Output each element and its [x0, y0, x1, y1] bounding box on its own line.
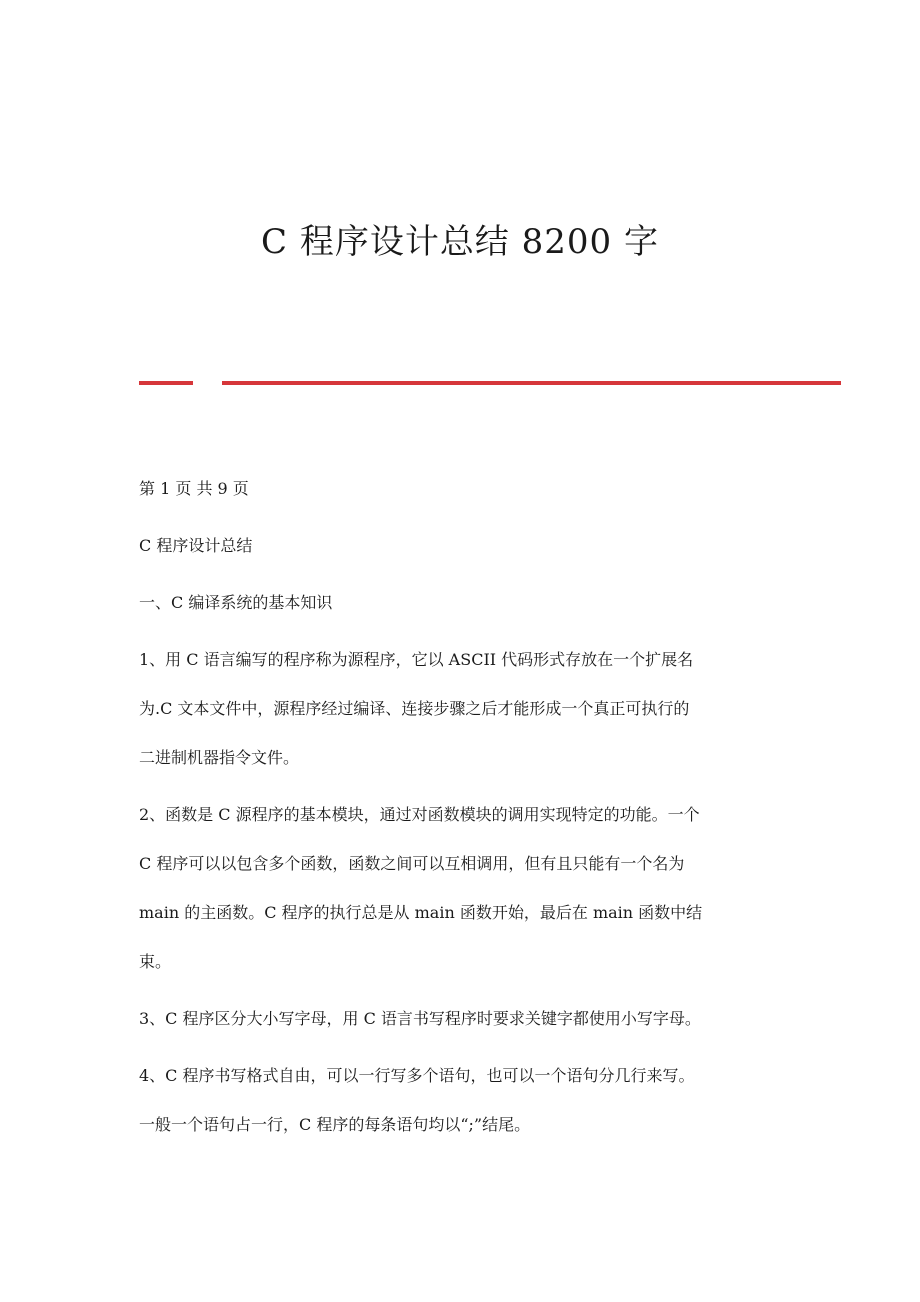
- section-heading-text: C 程序设计总结: [139, 536, 253, 555]
- subsection-heading-text: 一、C 编译系统的基本知识: [139, 593, 333, 612]
- paragraph-line: C 程序可以以包含多个函数，函数之间可以互相调用，但有且只能有一个名为: [139, 854, 685, 873]
- paragraph-4: [139, 1051, 789, 1149]
- paragraph-line: 二进制机器指令文件。: [139, 748, 300, 767]
- paragraph-line: 一般一个语句占一行，C 程序的每条语句均以“;”结尾。: [139, 1115, 531, 1134]
- document-title: C 程序设计总结 8200 字: [261, 222, 659, 262]
- divider-right-segment: [222, 381, 841, 385]
- paragraph-line: main 的主函数。C 程序的执行总是从 main 函数开始，最后在 main 函数中结: [139, 903, 703, 922]
- page-counter-text: 第 1 页 共 9 页: [139, 479, 249, 498]
- page-counter: [139, 464, 789, 513]
- paragraph-line: 4、C 程序书写格式自由，可以一行写多个语句，也可以一个语句分几行来写。: [139, 1066, 695, 1085]
- divider-left-segment: [139, 381, 193, 385]
- paragraph-line: 1、用 C 语言编写的程序称为源程序，它以 ASCII 代码形式存放在一个扩展名: [139, 650, 694, 669]
- title-divider: [139, 380, 841, 386]
- section-heading: [139, 521, 789, 570]
- document-body: [139, 464, 789, 1149]
- paragraph-line: 束。: [139, 952, 172, 971]
- paragraph-line: 为.C 文本文件中，源程序经过编译、连接步骤之后才能形成一个真正可执行的: [139, 699, 690, 718]
- paragraph-line: 2、函数是 C 源程序的基本模块，通过对函数模块的调用实现特定的功能。一个: [139, 805, 700, 824]
- paragraph-line: 3、C 程序区分大小写字母，用 C 语言书写程序时要求关键字都使用小写字母。: [139, 1009, 701, 1028]
- subsection-heading: [139, 578, 789, 627]
- paragraph-3: [139, 994, 789, 1043]
- paragraph-1: [139, 635, 789, 782]
- paragraph-2: [139, 790, 789, 986]
